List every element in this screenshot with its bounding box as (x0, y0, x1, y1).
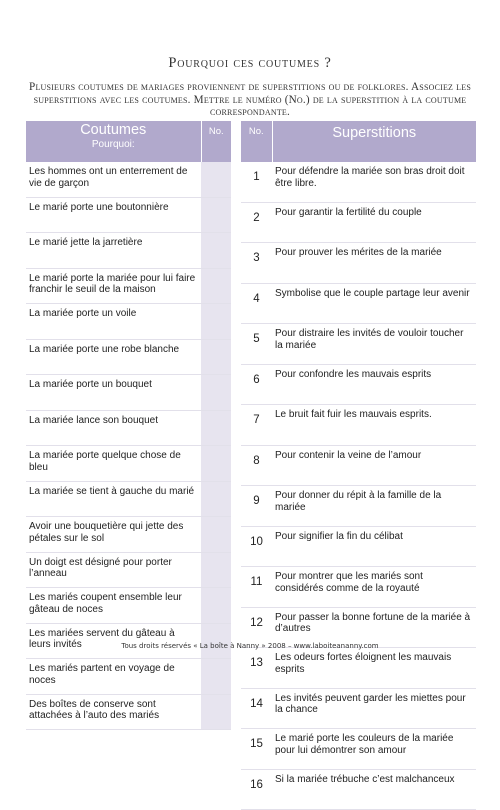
coutume-text: La mariée porte un bouquet (26, 375, 201, 411)
superstition-text: Pour passer la bonne fortune de la mariée à d’autres (272, 607, 476, 648)
superstition-text: Pour distraire les invités de vouloir toucher la mariée (272, 324, 476, 365)
superstition-text: Le marié porte les couleurs de la mariée pour lui démontrer son amour (272, 729, 476, 770)
superstition-text: Pour signifier la fin du célibat (272, 526, 476, 567)
answer-number-cell[interactable] (201, 552, 231, 588)
superstition-number: 15 (241, 729, 272, 770)
superstition-row (241, 364, 476, 405)
superstition-row (241, 243, 476, 284)
superstition-text: Pour prouver les mérites de la mariée (272, 243, 476, 284)
superstition-row (241, 648, 476, 689)
coutume-row (26, 375, 231, 411)
superstition-text: Symbolise que le couple partage leur avenir (272, 283, 476, 324)
coutume-row (26, 197, 231, 233)
superstition-row (241, 486, 476, 527)
coutume-text: Avoir une bouquetière qui jette des pétales sur le sol (26, 517, 201, 553)
coutume-text: La mariée porte quelque chose de bleu (26, 446, 201, 482)
answer-number-cell[interactable] (201, 197, 231, 233)
superstition-row (241, 405, 476, 446)
superstitions-table (241, 121, 476, 810)
answer-number-cell[interactable] (201, 481, 231, 517)
superstition-number: 6 (241, 364, 272, 405)
coutume-row (26, 588, 231, 624)
superstition-number: 10 (241, 526, 272, 567)
coutume-text: Les mariés partent en voyage de noces (26, 659, 201, 695)
superstition-text: Pour montrer que les mariés sont considérés comme de la royauté (272, 567, 476, 608)
superstition-row (241, 283, 476, 324)
coutume-row (26, 517, 231, 553)
superstition-row (241, 445, 476, 486)
answer-number-cell[interactable] (201, 304, 231, 340)
answer-number-cell[interactable] (201, 410, 231, 446)
coutume-row (26, 339, 231, 375)
coutume-text: Les hommes ont un enterrement de vie de garçon (26, 162, 201, 197)
coutume-text: La mariée porte un voile (26, 304, 201, 340)
coutume-row (26, 623, 231, 659)
answer-number-cell[interactable] (201, 446, 231, 482)
coutumes-header-title: Coutumes (80, 122, 147, 138)
coutume-text: La mariée lance son bouquet (26, 410, 201, 446)
superstition-row (241, 688, 476, 729)
coutume-row (26, 233, 231, 269)
superstition-text: Si la mariée trébuche c’est malchanceux (272, 769, 476, 810)
answer-number-cell[interactable] (201, 517, 231, 553)
superstition-text: Pour défendre la mariée son bras droit doit être libre. (272, 162, 476, 202)
coutume-row (26, 446, 231, 482)
superstition-number: 13 (241, 648, 272, 689)
coutume-text: Un doigt est désigné pour porter l’anneau (26, 552, 201, 588)
superstition-number: 3 (241, 243, 272, 284)
superstition-number: 8 (241, 445, 272, 486)
copyright-footer: Tous droits réservés « La boîte à Nanny » 2008 – www.laboiteananny.com (121, 642, 379, 650)
coutume-row (26, 659, 231, 695)
superstition-number: 11 (241, 567, 272, 608)
superstition-text: Pour confondre les mauvais esprits (272, 364, 476, 405)
superstition-row (241, 324, 476, 365)
superstition-row (241, 769, 476, 810)
superstition-row (241, 729, 476, 770)
superstition-number: 12 (241, 607, 272, 648)
superstitions-header-title: Superstitions (272, 121, 476, 162)
superstition-text: Les invités peuvent garder les miettes pour la chance (272, 688, 476, 729)
coutume-text: La mariée porte une robe blanche (26, 339, 201, 375)
coutume-text: Les mariés coupent ensemble leur gâteau de noces (26, 588, 201, 624)
coutume-text: Le marié jette la jarretière (26, 233, 201, 269)
answer-number-cell[interactable] (201, 233, 231, 269)
superstition-number: 14 (241, 688, 272, 729)
page-title: Pourquoi ces coutumes ? (168, 55, 332, 71)
coutume-row (26, 268, 231, 304)
answer-number-cell[interactable] (201, 375, 231, 411)
superstition-text: Pour garantir la fertilité du couple (272, 202, 476, 243)
coutumes-header (26, 121, 201, 162)
answer-number-cell[interactable] (201, 659, 231, 695)
coutume-row (26, 410, 231, 446)
coutume-text: Le marié porte une boutonnière (26, 197, 201, 233)
coutume-text: La mariée se tient à gauche du marié (26, 481, 201, 517)
coutume-text: Les mariées servent du gâteau à leurs invités (26, 623, 201, 659)
superstition-text: Pour contenir la veine de l’amour (272, 445, 476, 486)
superstition-number: 5 (241, 324, 272, 365)
superstition-number: 7 (241, 405, 272, 446)
answer-number-cell[interactable] (201, 162, 231, 197)
superstition-number: 9 (241, 486, 272, 527)
answer-number-cell[interactable] (201, 268, 231, 304)
coutume-row (26, 552, 231, 588)
superstitions-no-header: No. (241, 121, 272, 162)
answer-number-cell[interactable] (201, 623, 231, 659)
coutume-row (26, 304, 231, 340)
coutume-text: Le marié porte la mariée pour lui faire franchir le seuil de la maison (26, 268, 201, 304)
answer-number-cell[interactable] (201, 694, 231, 730)
coutume-row (26, 481, 231, 517)
coutume-row (26, 162, 231, 197)
superstition-row (241, 526, 476, 567)
answer-number-cell[interactable] (201, 588, 231, 624)
coutumes-header-subtitle: Pourquoi: (91, 139, 135, 150)
coutumes-no-header: No. (201, 121, 231, 162)
coutume-text: Des boîtes de conserve sont attachées à l’auto des mariés (26, 694, 201, 730)
superstition-number: 1 (241, 162, 272, 202)
superstition-row (241, 162, 476, 202)
superstition-text: Pour donner du répit à la famille de la mariée (272, 486, 476, 527)
superstition-row (241, 202, 476, 243)
superstition-number: 16 (241, 769, 272, 810)
answer-number-cell[interactable] (201, 339, 231, 375)
superstition-number: 4 (241, 283, 272, 324)
coutume-row (26, 694, 231, 730)
superstition-number: 2 (241, 202, 272, 243)
superstition-row (241, 567, 476, 608)
coutumes-table (26, 121, 231, 730)
superstition-text: Le bruit fait fuir les mauvais esprits. (272, 405, 476, 446)
instructions-text: Plusieurs coutumes de mariages proviennent de superstitions ou de folklores. Associez les superstitions avec les coutumes. Mettre le numéro (No.) de la superstition à la coutume correspondante. (29, 81, 471, 118)
superstition-text: Les odeurs fortes éloignent les mauvais esprits (272, 648, 476, 689)
